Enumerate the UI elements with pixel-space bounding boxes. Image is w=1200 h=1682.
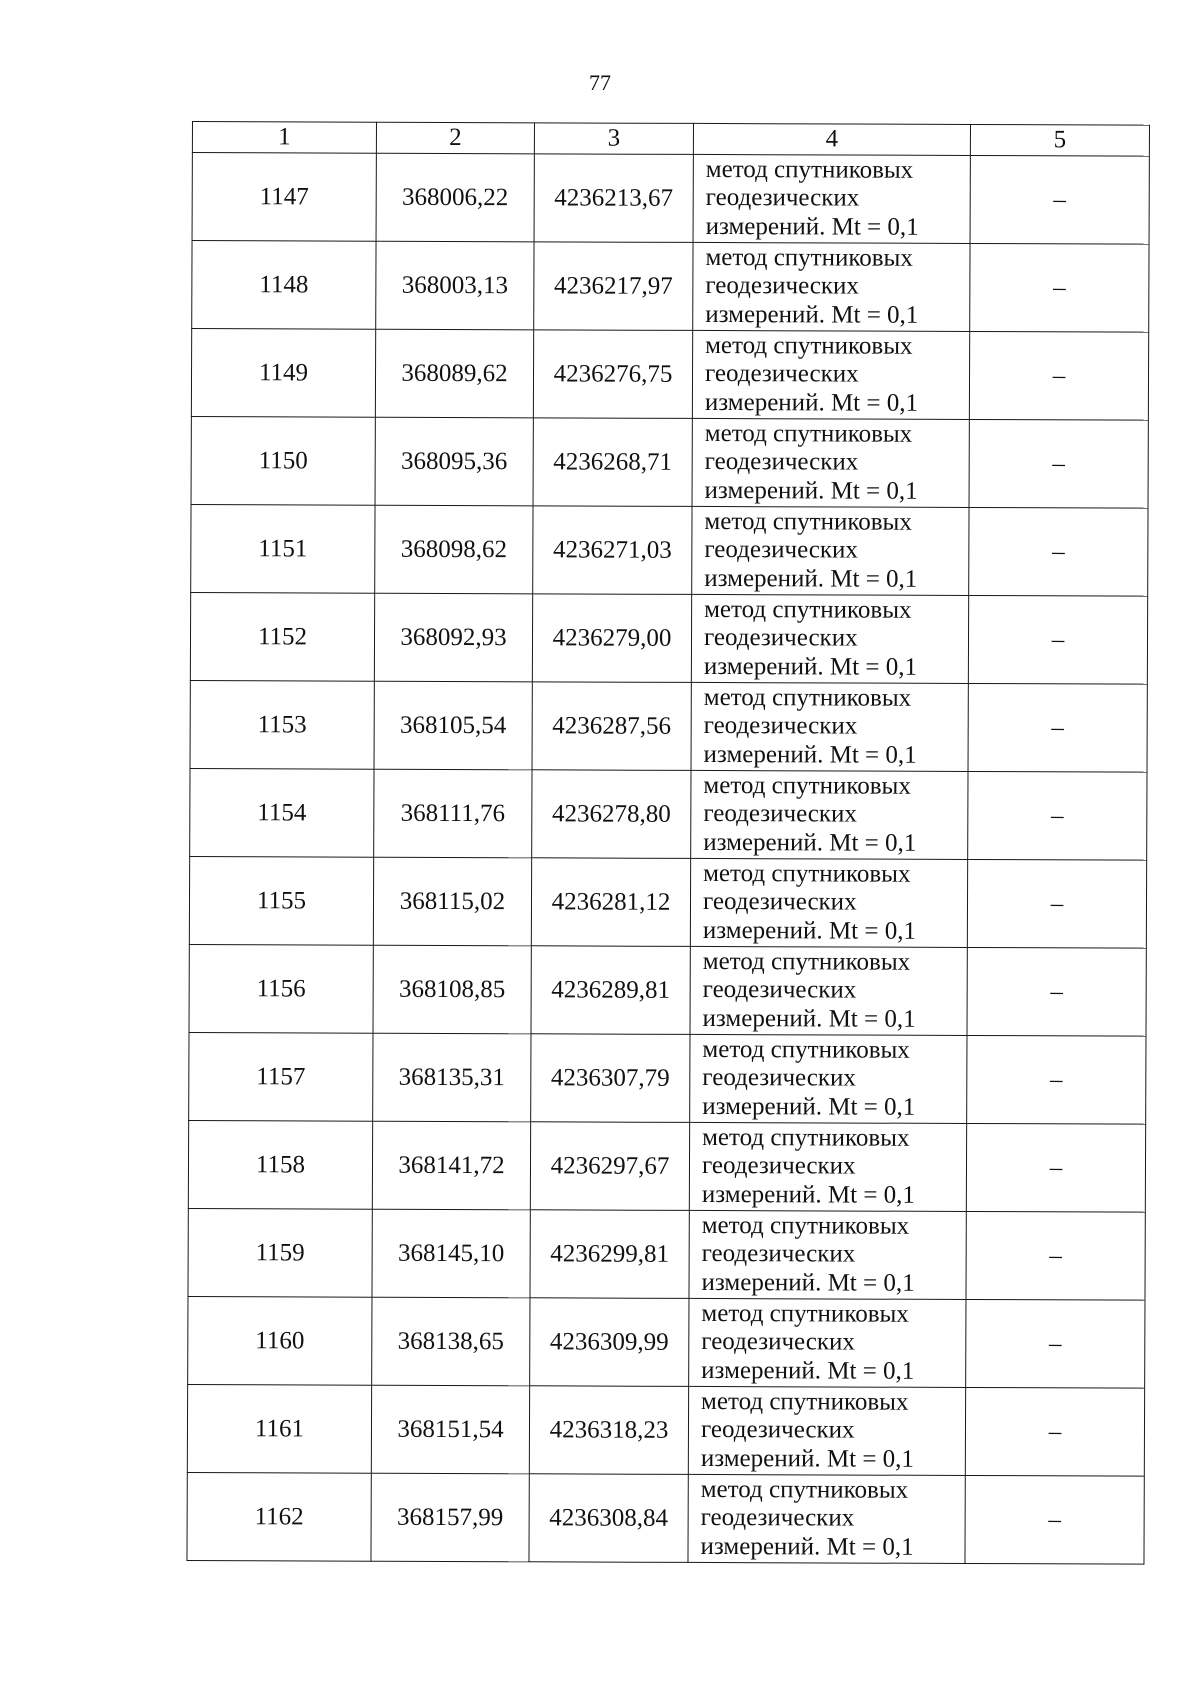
table-row <box>187 1472 1144 1564</box>
point-number-cell: 1152 <box>190 592 374 681</box>
method-line: измерений. Mt = 0,1 <box>701 1356 915 1385</box>
header-col-1: 1 <box>192 122 376 154</box>
table-row <box>191 416 1148 508</box>
note-cell: – <box>966 1299 1145 1388</box>
note-cell: – <box>965 1387 1144 1476</box>
method-line: измерений. Mt = 0,1 <box>702 1092 916 1121</box>
point-number-cell: 1155 <box>189 856 373 945</box>
method-cell <box>690 1034 967 1123</box>
x-coordinate-cell: 368145,10 <box>372 1209 530 1298</box>
y-coordinate-cell: 4236289,81 <box>531 946 690 1035</box>
method-line: геодезических <box>704 448 859 476</box>
method-line: метод спутниковых <box>703 771 911 800</box>
x-coordinate-cell: 368111,76 <box>374 769 532 858</box>
x-coordinate-cell: 368006,22 <box>376 153 534 242</box>
method-line: геодезических <box>702 888 857 916</box>
y-coordinate-cell: 4236278,80 <box>532 770 691 859</box>
method-cell <box>690 946 967 1035</box>
method-line: метод спутниковых <box>702 947 911 976</box>
method-line: метод спутниковых <box>705 331 913 360</box>
coordinates-table <box>186 121 1150 1565</box>
y-coordinate-cell: 4236287,56 <box>532 682 691 771</box>
method-cell <box>693 242 970 331</box>
method-line: метод спутниковых <box>705 243 913 272</box>
note-cell: – <box>965 1475 1144 1564</box>
note-cell: – <box>968 771 1147 860</box>
method-line: измерений. Mt = 0,1 <box>703 740 917 769</box>
point-number-cell: 1162 <box>187 1472 371 1561</box>
header-col-5: 5 <box>970 124 1149 156</box>
method-line: геодезических <box>702 976 857 1004</box>
point-number-cell: 1154 <box>190 768 374 857</box>
point-number-cell: 1148 <box>192 241 376 330</box>
method-line: геодезических <box>701 1240 856 1268</box>
method-line: метод спутниковых <box>702 1035 910 1064</box>
x-coordinate-cell: 368092,93 <box>374 593 532 682</box>
header-col-2: 2 <box>376 122 534 154</box>
y-coordinate-cell: 4236318,23 <box>529 1386 688 1475</box>
method-line: измерений. Mt = 0,1 <box>703 828 917 857</box>
point-number-cell: 1147 <box>192 153 376 242</box>
note-cell: – <box>968 683 1147 772</box>
method-line: метод спутниковых <box>702 1123 910 1152</box>
table-row <box>191 504 1148 596</box>
method-line: измерений. Mt = 0,1 <box>705 212 919 241</box>
method-line: геодезических <box>705 272 860 300</box>
method-cell <box>688 1474 965 1563</box>
note-cell: – <box>966 1123 1145 1212</box>
method-cell <box>693 154 970 243</box>
y-coordinate-cell: 4236309,99 <box>530 1298 689 1387</box>
table-row <box>189 856 1146 948</box>
method-line: измерений. Mt = 0,1 <box>700 1532 914 1561</box>
method-cell <box>689 1298 966 1387</box>
method-cell <box>690 858 967 947</box>
x-coordinate-cell: 368098,62 <box>375 505 533 594</box>
table-row <box>187 1384 1144 1476</box>
x-coordinate-cell: 368115,02 <box>373 857 531 946</box>
method-line: геодезических <box>703 624 858 652</box>
note-cell: – <box>967 859 1146 948</box>
note-cell: – <box>968 595 1147 684</box>
y-coordinate-cell: 4236279,00 <box>532 594 691 683</box>
method-line: измерений. Mt = 0,1 <box>703 652 918 681</box>
y-coordinate-cell: 4236276,75 <box>533 330 692 419</box>
note-cell: – <box>969 331 1148 420</box>
method-line: измерений. Mt = 0,1 <box>702 916 917 945</box>
method-line: измерений. Mt = 0,1 <box>701 1268 915 1297</box>
method-cell <box>689 1210 966 1299</box>
point-number-cell: 1159 <box>188 1208 372 1297</box>
y-coordinate-cell: 4236271,03 <box>533 506 692 595</box>
method-line: измерений. Mt = 0,1 <box>704 476 918 505</box>
method-cell <box>689 1122 966 1211</box>
page-number: 77 <box>589 70 611 95</box>
point-number-cell: 1160 <box>188 1296 372 1385</box>
point-number-cell: 1149 <box>191 329 375 418</box>
point-number-cell: 1153 <box>190 680 374 769</box>
method-line: измерений. Mt = 0,1 <box>702 1004 916 1033</box>
x-coordinate-cell: 368095,36 <box>375 417 533 506</box>
method-line: метод спутниковых <box>701 1387 909 1416</box>
method-line: метод спутниковых <box>704 595 912 624</box>
table-row <box>191 329 1148 421</box>
table-row <box>189 944 1146 1036</box>
y-coordinate-cell: 4236217,97 <box>534 242 693 331</box>
point-number-cell: 1158 <box>188 1120 372 1209</box>
note-cell: – <box>967 947 1146 1036</box>
method-line: метод спутниковых <box>703 859 911 888</box>
method-line: измерений. Mt = 0,1 <box>700 1444 914 1473</box>
method-line: геодезических <box>700 1504 855 1532</box>
y-coordinate-cell: 4236213,67 <box>534 154 693 243</box>
note-cell: – <box>970 243 1149 332</box>
method-line: метод спутниковых <box>704 507 912 536</box>
y-coordinate-cell: 4236281,12 <box>531 858 690 947</box>
x-coordinate-cell: 368138,65 <box>372 1297 530 1386</box>
method-line: геодезических <box>702 1064 856 1092</box>
table-row <box>190 768 1147 860</box>
method-line: метод спутниковых <box>705 155 914 184</box>
table-body <box>187 153 1149 1565</box>
point-number-cell: 1151 <box>191 504 375 593</box>
table-row <box>188 1296 1145 1388</box>
method-cell <box>691 770 968 859</box>
method-line: измерений. Mt = 0,1 <box>704 388 919 417</box>
x-coordinate-cell: 368151,54 <box>371 1385 529 1474</box>
x-coordinate-cell: 368135,31 <box>373 1033 531 1122</box>
method-line: метод спутниковых <box>704 419 913 448</box>
point-number-cell: 1150 <box>191 416 375 505</box>
y-coordinate-cell: 4236299,81 <box>530 1210 689 1299</box>
note-cell: – <box>969 419 1148 508</box>
table-row <box>192 153 1149 245</box>
header-row <box>192 122 1149 157</box>
point-number-cell: 1161 <box>187 1384 371 1473</box>
method-line: геодезических <box>705 184 860 212</box>
method-line: геодезических <box>700 1416 855 1444</box>
note-cell: – <box>970 155 1149 244</box>
method-cell <box>691 682 968 771</box>
point-number-cell: 1157 <box>189 1032 373 1121</box>
method-cell <box>692 418 969 507</box>
x-coordinate-cell: 368141,72 <box>372 1121 530 1210</box>
note-cell: – <box>966 1211 1145 1300</box>
x-coordinate-cell: 368105,54 <box>374 681 532 770</box>
table-row <box>192 241 1149 333</box>
table-row <box>190 680 1147 772</box>
method-cell <box>692 506 969 595</box>
x-coordinate-cell: 368157,99 <box>371 1473 529 1562</box>
table-row <box>189 1032 1146 1124</box>
method-line: измерений. Mt = 0,1 <box>701 1180 916 1209</box>
header-col-3: 3 <box>534 123 693 155</box>
method-line: метод спутниковых <box>701 1211 910 1240</box>
table-header <box>192 122 1149 157</box>
method-cell <box>692 330 969 419</box>
y-coordinate-cell: 4236268,71 <box>533 418 692 507</box>
point-number-cell: 1156 <box>189 944 373 1033</box>
method-line: метод спутниковых <box>703 683 912 712</box>
method-line: метод спутниковых <box>701 1299 909 1328</box>
method-line: геодезических <box>703 800 857 828</box>
method-line: геодезических <box>704 360 859 388</box>
table-row <box>188 1208 1145 1300</box>
method-line: геодезических <box>701 1152 856 1180</box>
note-cell: – <box>967 1035 1146 1124</box>
method-cell <box>691 594 968 683</box>
table-row <box>188 1120 1145 1212</box>
method-line: геодезических <box>703 712 858 740</box>
method-line: измерений. Mt = 0,1 <box>704 564 918 593</box>
x-coordinate-cell: 368108,85 <box>373 945 531 1034</box>
method-cell <box>688 1386 965 1475</box>
method-line: геодезических <box>704 536 859 564</box>
header-col-4: 4 <box>693 123 970 155</box>
y-coordinate-cell: 4236308,84 <box>529 1474 688 1563</box>
table-row <box>190 592 1147 684</box>
x-coordinate-cell: 368003,13 <box>376 241 534 330</box>
note-cell: – <box>969 507 1148 596</box>
method-line: метод спутниковых <box>700 1475 909 1504</box>
y-coordinate-cell: 4236297,67 <box>530 1122 689 1211</box>
method-line: измерений. Mt = 0,1 <box>705 300 919 329</box>
method-line: геодезических <box>701 1328 855 1356</box>
x-coordinate-cell: 368089,62 <box>375 329 533 418</box>
y-coordinate-cell: 4236307,79 <box>531 1034 690 1123</box>
